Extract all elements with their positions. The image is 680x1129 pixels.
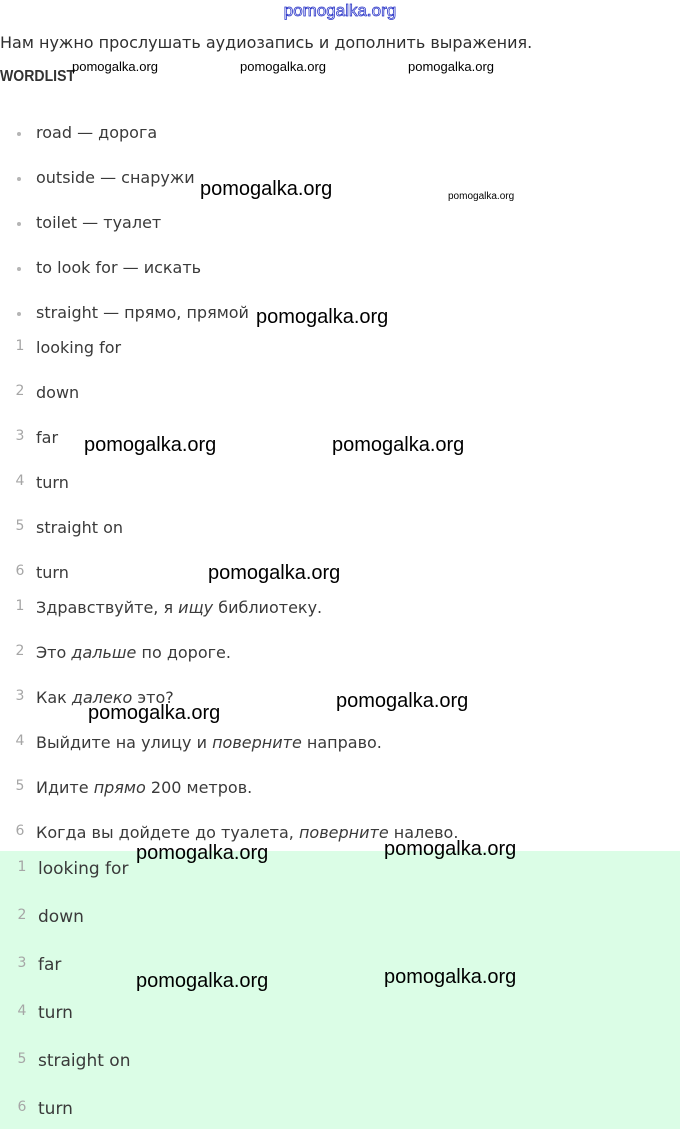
wordlist-entry: to look for — искать (36, 258, 202, 277)
watermark: pomogalka.org (408, 59, 494, 74)
translation-text: Выйдите на улицу и поверните направо. (36, 733, 382, 752)
answer-text: turn (36, 473, 69, 492)
translation-text: Это дальше по дороге. (36, 643, 231, 662)
answer-text: looking for (38, 859, 129, 879)
watermark: pomogalka.org (384, 838, 517, 860)
bullet-icon (17, 177, 21, 181)
watermark: pomogalka.org (332, 434, 465, 456)
highlighted-word: поверните (212, 733, 302, 752)
bullet-icon (17, 132, 21, 136)
bullet-icon (17, 222, 21, 226)
item-number: 2 (15, 643, 25, 659)
translation-text: Как далеко это? (36, 688, 174, 707)
watermark: pomogalka.org (336, 690, 469, 712)
translation-text: Здравствуйте, я ищу библиотеку. (36, 598, 323, 617)
wordlist-entry: toilet — туалет (36, 213, 162, 232)
translation-text: Когда вы дойдете до туалета, поверните налево. (36, 823, 459, 842)
watermark: pomogalka.org (208, 562, 341, 584)
item-number: 3 (15, 428, 25, 444)
item-number: 1 (15, 338, 25, 354)
translation-text: Идите прямо 200 метров. (36, 778, 253, 797)
watermark: pomogalka.org (384, 966, 517, 988)
highlighted-word: ищу (178, 598, 214, 617)
bullet-icon (17, 267, 21, 271)
item-number: 2 (17, 907, 27, 923)
watermark: pomogalka.org (88, 702, 221, 724)
watermark: pomogalka.org (136, 842, 269, 864)
site-logo[interactable]: pomogalka.org (283, 1, 397, 20)
watermark: pomogalka.org (136, 970, 269, 992)
answer-box (0, 851, 680, 1129)
item-number: 5 (17, 1051, 27, 1067)
wordlist-entry: outside — снаружи (36, 168, 195, 187)
item-number: 4 (17, 1003, 27, 1019)
item-number: 3 (15, 688, 25, 704)
answer-text: far (36, 428, 59, 447)
item-number: 2 (15, 383, 25, 399)
answer-text: looking for (36, 338, 122, 357)
item-number: 4 (15, 733, 25, 749)
wordlist-title: WORDLIST (0, 68, 76, 85)
wordlist-entry: road — дорога (36, 123, 158, 142)
highlighted-word: прямо (93, 778, 146, 797)
item-number: 1 (15, 598, 25, 614)
item-number: 6 (17, 1099, 27, 1115)
answer-text: straight on (38, 1051, 131, 1071)
watermark: pomogalka.org (448, 191, 515, 202)
answer-text: straight on (36, 518, 124, 537)
highlighted-word: далеко (71, 688, 133, 707)
watermark: pomogalka.org (84, 434, 217, 456)
answer-text: down (36, 383, 80, 402)
bullet-icon (17, 312, 21, 316)
answer-text: turn (38, 1099, 73, 1119)
answer-text: turn (36, 563, 69, 582)
watermark: pomogalka.org (200, 178, 333, 200)
item-number: 6 (15, 823, 25, 839)
answer-text: far (38, 955, 62, 975)
watermark: pomogalka.org (240, 59, 326, 74)
item-number: 1 (17, 859, 27, 875)
item-number: 4 (15, 473, 25, 489)
wordlist-entry: straight — прямо, прямой (36, 303, 249, 322)
item-number: 5 (15, 518, 25, 534)
item-number: 5 (15, 778, 25, 794)
watermark: pomogalka.org (256, 306, 389, 328)
answer-text: turn (38, 1003, 73, 1023)
watermark: pomogalka.org (72, 59, 158, 74)
answer-text: down (38, 907, 84, 927)
highlighted-word: дальше (71, 643, 137, 662)
highlighted-word: поверните (298, 823, 389, 842)
item-number: 6 (15, 563, 25, 579)
item-number: 3 (17, 955, 27, 971)
intro-text: Нам нужно прослушать аудиозапись и дополнить выражения. (0, 33, 533, 52)
